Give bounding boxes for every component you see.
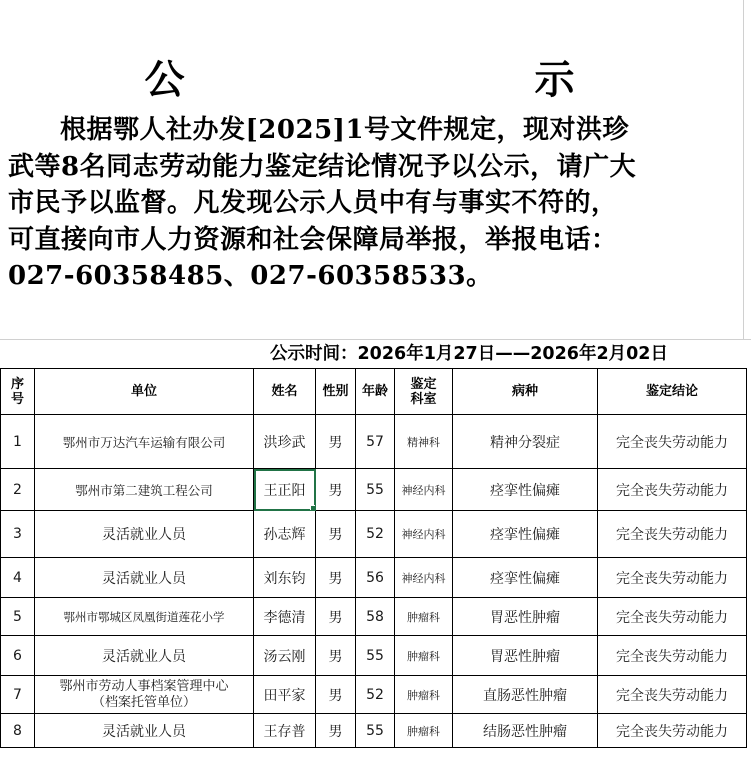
paragraph-line: 027-60358485、027-60358533。 xyxy=(8,261,493,291)
cell-disease[interactable]: 胃恶性肿瘤 xyxy=(453,636,598,676)
header-unit[interactable]: 单位 xyxy=(35,369,254,415)
sheet-gridline xyxy=(0,339,751,340)
cell-conclusion[interactable]: 完全丧失劳动能力 xyxy=(598,469,747,511)
cell-unit[interactable]: 灵活就业人员 xyxy=(35,714,254,748)
cell-age[interactable]: 55 xyxy=(356,469,395,511)
paragraph-line: 根据鄂人社办发[2025]1号文件规定，现对洪珍 xyxy=(60,115,630,145)
cell-conclusion[interactable]: 完全丧失劳动能力 xyxy=(598,676,747,714)
cell-conclusion[interactable]: 完全丧失劳动能力 xyxy=(598,714,747,748)
cell-gender[interactable]: 男 xyxy=(316,469,356,511)
table-row xyxy=(1,558,747,598)
cell-unit[interactable]: 鄂州市劳动人事档案管理中心 （档案托管单位） xyxy=(35,676,254,714)
cell-seq[interactable]: 3 xyxy=(1,511,35,558)
paragraph-line: 可直接向市人力资源和社会保障局举报，举报电话： xyxy=(8,224,618,255)
cell-disease[interactable]: 精神分裂症 xyxy=(453,415,598,469)
cell-conclusion[interactable]: 完全丧失劳动能力 xyxy=(598,415,747,469)
table-row xyxy=(1,598,747,636)
cell-dept[interactable]: 肿瘤科 xyxy=(395,636,453,676)
paragraph-line: 市民予以监督。凡发现公示人员中有与事实不符的， xyxy=(8,188,618,218)
cell-gender[interactable]: 男 xyxy=(316,676,356,714)
cell-conclusion[interactable]: 完全丧失劳动能力 xyxy=(598,511,747,558)
table-row xyxy=(1,714,747,748)
cell-seq[interactable]: 2 xyxy=(1,469,35,511)
notice-title: 公 示 xyxy=(144,57,665,103)
header-gender[interactable]: 性别 xyxy=(316,369,356,415)
cell-name[interactable]: 汤云刚 xyxy=(254,636,316,676)
table-row xyxy=(1,676,747,714)
table-row xyxy=(1,415,747,469)
cell-age[interactable]: 52 xyxy=(356,511,395,558)
paragraph-line: 武等8名同志劳动能力鉴定结论情况予以公示，请广大 xyxy=(8,151,637,182)
cell-gender[interactable]: 男 xyxy=(316,598,356,636)
cell-unit[interactable]: 灵活就业人员 xyxy=(35,636,254,676)
cell-conclusion[interactable]: 完全丧失劳动能力 xyxy=(598,636,747,676)
cell-name[interactable]: 田平家 xyxy=(254,676,316,714)
cell-conclusion[interactable]: 完全丧失劳动能力 xyxy=(598,558,747,598)
cell-age[interactable]: 55 xyxy=(356,714,395,748)
cell-gender[interactable]: 男 xyxy=(316,511,356,558)
cell-disease[interactable]: 结肠恶性肿瘤 xyxy=(453,714,598,748)
cell-dept[interactable]: 精神科 xyxy=(395,415,453,469)
cell-age[interactable]: 56 xyxy=(356,558,395,598)
cell-seq[interactable]: 7 xyxy=(1,676,35,714)
header-dept[interactable]: 鉴定 科室 xyxy=(395,369,453,415)
cell-dept[interactable]: 肿瘤科 xyxy=(395,598,453,636)
cell-disease[interactable]: 胃恶性肿瘤 xyxy=(453,598,598,636)
sheet-gridline xyxy=(743,0,744,340)
cell-seq[interactable]: 4 xyxy=(1,558,35,598)
cell-disease[interactable]: 痉挛性偏瘫 xyxy=(453,558,598,598)
header-name[interactable]: 姓名 xyxy=(254,369,316,415)
cell-disease[interactable]: 痉挛性偏瘫 xyxy=(453,511,598,558)
cell-age[interactable]: 58 xyxy=(356,598,395,636)
cell-age[interactable]: 52 xyxy=(356,676,395,714)
table-row xyxy=(1,636,747,676)
cell-name[interactable]: 刘东钧 xyxy=(254,558,316,598)
fill-handle[interactable] xyxy=(310,505,316,511)
appraisal-table xyxy=(0,368,747,748)
cell-gender[interactable]: 男 xyxy=(316,636,356,676)
cell-gender[interactable]: 男 xyxy=(316,558,356,598)
cell-seq[interactable]: 8 xyxy=(1,714,35,748)
cell-dept[interactable]: 肿瘤科 xyxy=(395,714,453,748)
notice-paragraph xyxy=(8,112,740,295)
cell-disease[interactable]: 直肠恶性肿瘤 xyxy=(453,676,598,714)
cell-age[interactable]: 55 xyxy=(356,636,395,676)
cell-gender[interactable]: 男 xyxy=(316,714,356,748)
cell-dept[interactable]: 神经内科 xyxy=(395,511,453,558)
header-disease[interactable]: 病种 xyxy=(453,369,598,415)
cell-name[interactable]: 孙志辉 xyxy=(254,511,316,558)
cell-name-selected[interactable]: 王正阳 xyxy=(254,469,316,511)
cell-age[interactable]: 57 xyxy=(356,415,395,469)
cell-name[interactable]: 洪珍武 xyxy=(254,415,316,469)
cell-dept[interactable]: 神经内科 xyxy=(395,558,453,598)
cell-seq[interactable]: 6 xyxy=(1,636,35,676)
cell-name[interactable]: 李德清 xyxy=(254,598,316,636)
cell-unit[interactable]: 鄂州市鄂城区凤凰街道莲花小学 xyxy=(35,598,254,636)
cell-seq[interactable]: 1 xyxy=(1,415,35,469)
cell-gender[interactable]: 男 xyxy=(316,415,356,469)
header-seq[interactable]: 序 号 xyxy=(1,369,35,415)
cell-name[interactable]: 王存普 xyxy=(254,714,316,748)
cell-unit[interactable]: 灵活就业人员 xyxy=(35,558,254,598)
publication-time: 公示时间：2026年1月27日——2026年2月02日 xyxy=(270,344,668,364)
table-header-row xyxy=(1,369,747,415)
header-age[interactable]: 年龄 xyxy=(356,369,395,415)
cell-dept[interactable]: 神经内科 xyxy=(395,469,453,511)
table-row xyxy=(1,511,747,558)
cell-conclusion[interactable]: 完全丧失劳动能力 xyxy=(598,598,747,636)
table-row xyxy=(1,469,747,511)
cell-disease[interactable]: 痉挛性偏瘫 xyxy=(453,469,598,511)
cell-unit[interactable]: 鄂州市第二建筑工程公司 xyxy=(35,469,254,511)
cell-unit[interactable]: 鄂州市万达汽车运输有限公司 xyxy=(35,415,254,469)
cell-unit[interactable]: 灵活就业人员 xyxy=(35,511,254,558)
cell-dept[interactable]: 肿瘤科 xyxy=(395,676,453,714)
header-conclusion[interactable]: 鉴定结论 xyxy=(598,369,747,415)
cell-seq[interactable]: 5 xyxy=(1,598,35,636)
